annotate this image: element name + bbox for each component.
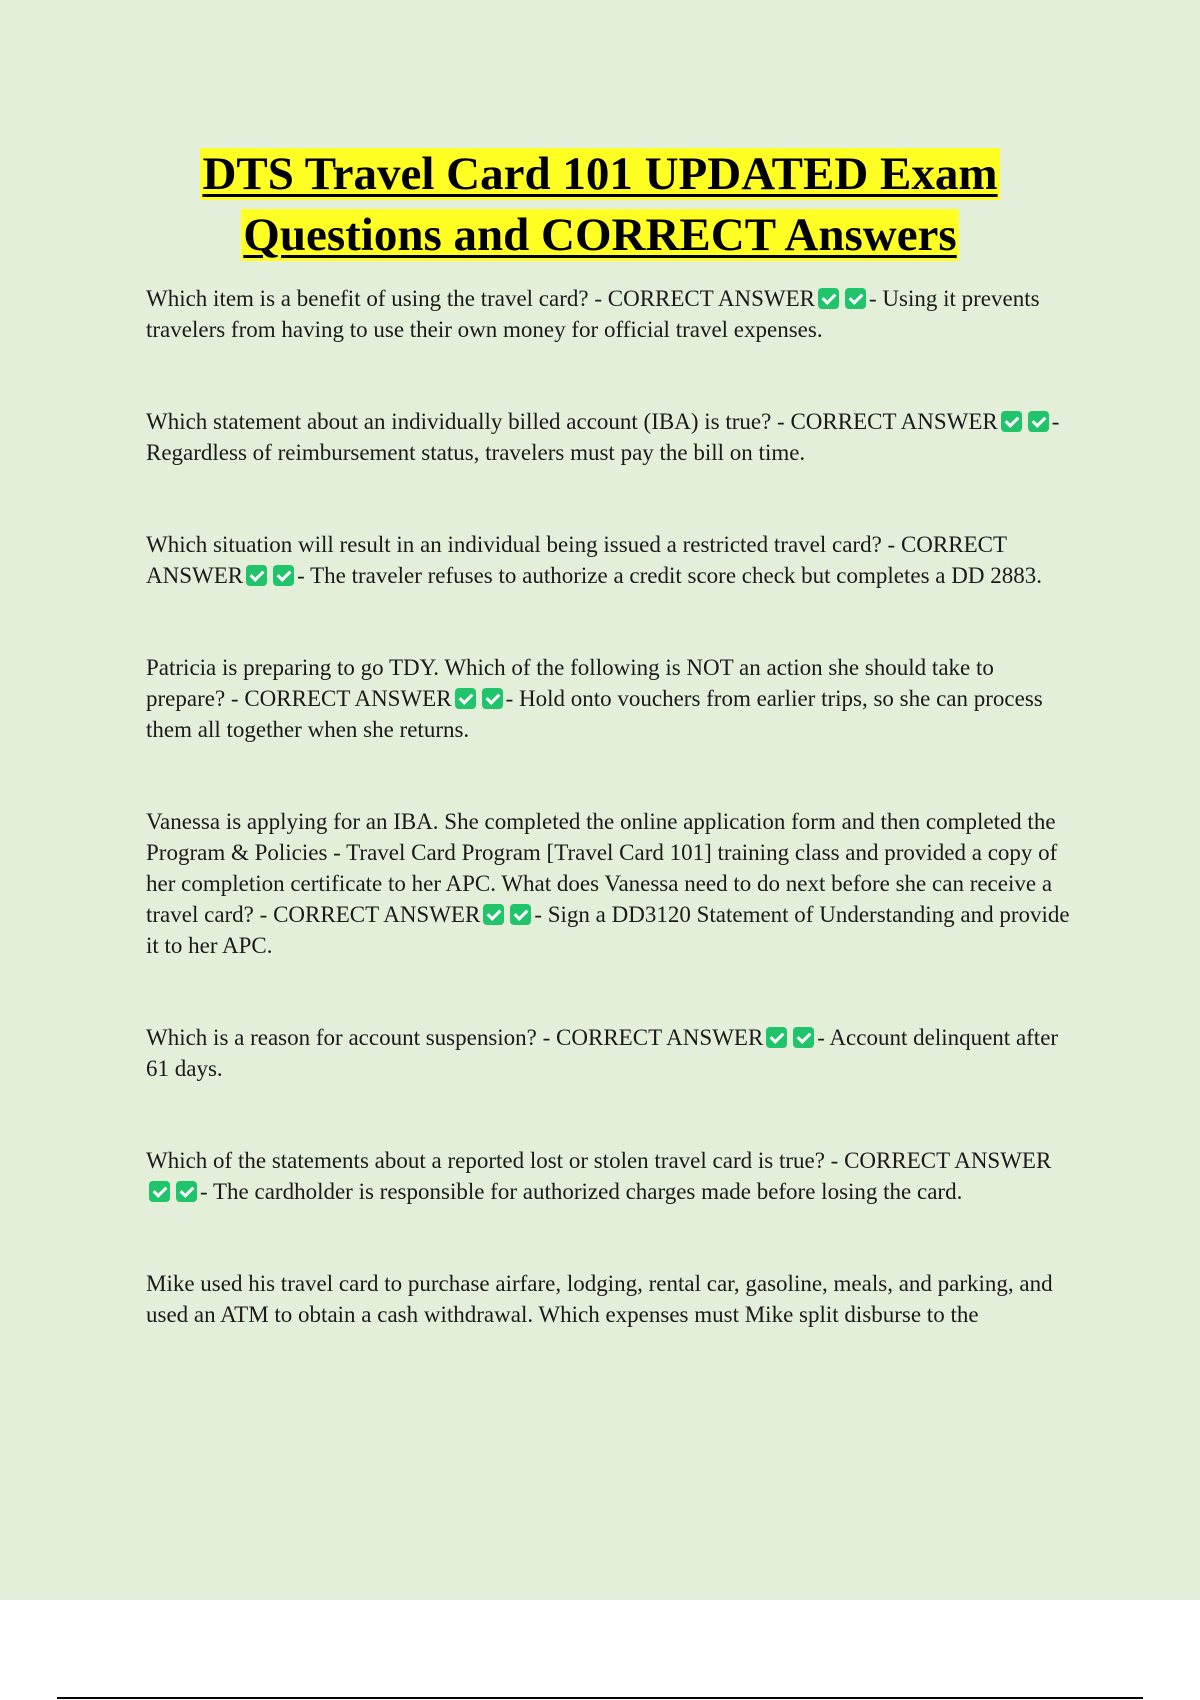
check-box-icon [793, 1027, 814, 1048]
qa-item [146, 283, 1076, 345]
check-box-icon [482, 688, 503, 709]
question-text: Which item is a benefit of using the travel card? [146, 286, 589, 311]
trailing-question: Mike used his travel card to purchase airfare, lodging, rental car, gasoline, meals, and parking, and used an ATM to obtain a cash withdrawal. Which expenses must Mike split disburse to the [146, 1271, 1053, 1327]
question-text: Which statement about an individually billed account (IBA) is true? [146, 409, 772, 434]
answer-text: - Hold onto vouchers from earlier trips, so she can process them all together when she returns. [146, 686, 1043, 742]
check-box-icon [766, 1027, 787, 1048]
qa-item [146, 652, 1076, 745]
correct-answer-label: - CORRECT ANSWER [230, 686, 452, 711]
qa-item [146, 1022, 1076, 1084]
correct-answer-label: - CORRECT ANSWER [830, 1148, 1052, 1173]
correct-answer-label: - CORRECT ANSWER [594, 286, 815, 311]
question-text: Patricia is preparing to go TDY. Which of the following is NOT an action she should take to prepare? [146, 655, 994, 711]
check-box-icon [483, 904, 504, 925]
qa-item [146, 1145, 1076, 1207]
correct-answer-label: - CORRECT ANSWER [259, 902, 481, 927]
document-title [0, 144, 1200, 266]
question-text: Which of the statements about a reported lost or stolen travel card is true? [146, 1148, 825, 1173]
check-box-icon [1001, 411, 1022, 432]
question-text: Which situation will result in an individual being issued a restricted travel card? [146, 532, 882, 557]
correct-answer-label: - CORRECT ANSWER [777, 409, 998, 434]
footer-divider [57, 1697, 1143, 1699]
qa-item [146, 406, 1076, 468]
question-text: Which is a reason for account suspension? [146, 1025, 537, 1050]
answer-text: - The cardholder is responsible for authorized charges made before losing the card. [200, 1179, 963, 1204]
check-box-icon [273, 565, 294, 586]
check-box-icon [510, 904, 531, 925]
check-box-icon [1028, 411, 1049, 432]
answer-text: - Regardless of reimbursement status, travelers must pay the bill on time. [146, 409, 1060, 465]
qa-item [146, 806, 1076, 961]
qa-list [146, 283, 1076, 1391]
answer-text: - The traveler refuses to authorize a credit score check but completes a DD 2883. [297, 563, 1042, 588]
check-box-icon [845, 288, 866, 309]
answer-text: - Sign a DD3120 Statement of Understanding and provide it to her APC. [146, 902, 1070, 958]
check-box-icon [176, 1181, 197, 1202]
title-line-1: DTS Travel Card 101 UPDATED Exam [202, 148, 998, 200]
check-box-icon [246, 565, 267, 586]
check-box-icon [149, 1181, 170, 1202]
title-line-2: Questions and CORRECT Answers [243, 209, 957, 261]
check-box-icon [455, 688, 476, 709]
qa-item [146, 529, 1076, 591]
check-box-icon [818, 288, 839, 309]
answer-text: - Using it prevents travelers from having to use their own money for official travel expenses. [146, 286, 1040, 342]
correct-answer-label: - CORRECT ANSWER [146, 532, 1007, 588]
correct-answer-label: - CORRECT ANSWER [542, 1025, 764, 1050]
answer-text: - Account delinquent after 61 days. [146, 1025, 1059, 1081]
question-text: Vanessa is applying for an IBA. She completed the online application form and then completed the Program & Policies - Travel Card Program [Travel Card 101] training class and provided a copy of her completion certificate to her APC. What does Vanessa need to do next before she can receive a travel card? [146, 809, 1058, 927]
